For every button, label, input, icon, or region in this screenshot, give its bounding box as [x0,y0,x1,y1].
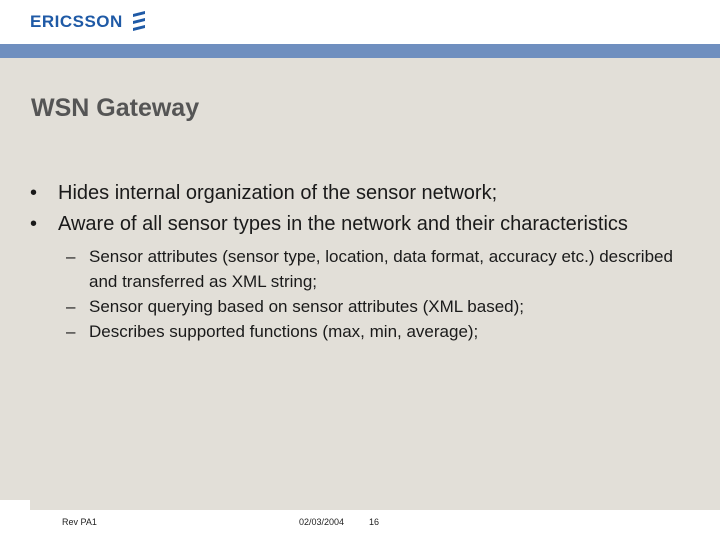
logo-text: ERICSSON [30,12,123,31]
sub-bullet-item [30,294,690,319]
bullet-marker: • [30,213,38,235]
header-bar [0,0,720,44]
sub-bullet-marker: – [66,297,76,316]
sub-bullet-marker: – [66,322,76,341]
bullet-text: Aware of all sensor types in the network and their characteristics [58,213,628,235]
footer-date: 02/03/2004 [299,517,345,527]
footer-revision: Rev PA1 [62,517,97,527]
sub-bullet-list [30,244,690,344]
sub-bullet-text: Describes supported functions (max, min, average); [89,322,479,341]
bullet-item [30,178,690,209]
bullet-list [30,178,690,344]
header-stripe [0,44,720,58]
sub-bullet-item [30,244,690,294]
bullet-marker: • [30,182,38,204]
ericsson-mark-icon [131,11,147,33]
sub-bullet-group [30,244,690,344]
slide-title: WSN Gateway [31,94,200,122]
footer-band [30,500,720,510]
bullet-item [30,209,690,240]
sub-bullet-marker: – [66,247,76,266]
sub-bullet-text: Sensor querying based on sensor attributes (XML based); [89,297,525,316]
sub-bullet-item [30,319,690,344]
sub-bullet-text: Sensor attributes (sensor type, location, data format, accuracy etc.) described and transferred as XML string; [89,247,673,291]
ericsson-logo [30,11,147,33]
footer-page-number: 16 [369,517,380,527]
bullet-text: Hides internal organization of the sensor network; [58,182,498,204]
